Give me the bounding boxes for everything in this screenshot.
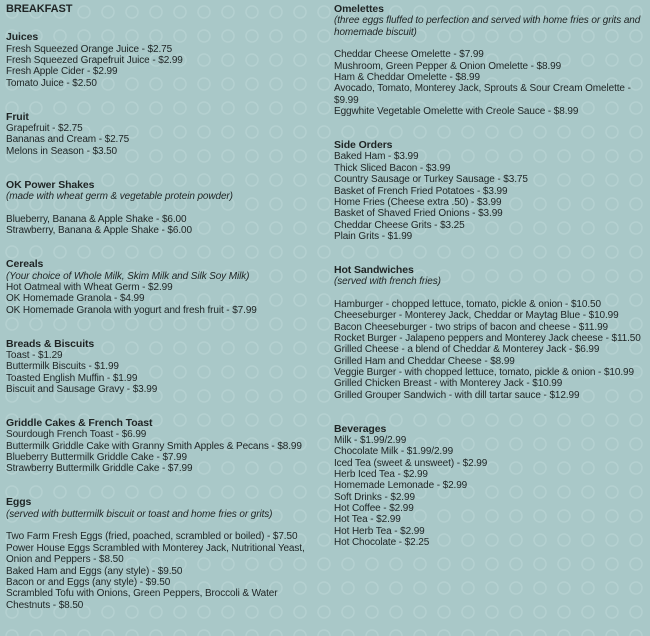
menu-item: Strawberry, Banana & Apple Shake - $6.00	[6, 225, 192, 237]
menu-item: Buttermilk Griddle Cake with Granny Smith Apples & Pecans - $8.99	[6, 440, 302, 452]
menu-item: Blueberry, Banana & Apple Shake - $6.00	[6, 213, 187, 225]
menu-section-side-orders	[334, 140, 646, 242]
menu-item: Two Farm Fresh Eggs (fried, poached, scrambled or boiled) - $7.50	[6, 531, 298, 543]
menu-item: Chocolate Milk - $1.99/2.99	[334, 446, 454, 458]
section-heading: OK Power Shakes	[6, 178, 95, 191]
menu-section-griddle-cakes-french-toast	[6, 418, 324, 475]
section-heading: Juices	[6, 31, 39, 44]
menu-item: Biscuit and Sausage Gravy - $3.99	[6, 384, 158, 395]
menu-item: Thick Sliced Bacon - $3.99	[334, 162, 451, 174]
menu-item: Grapefruit - $2.75	[6, 123, 83, 135]
section-heading: Beverages	[334, 422, 387, 435]
menu-column-left	[6, 4, 324, 634]
menu-section-beverages	[334, 424, 646, 549]
menu-item: Fresh Squeezed Grapefruit Juice - $2.99	[6, 55, 183, 67]
menu-item: Sourdough French Toast - $6.99	[6, 429, 147, 441]
menu-item: Home Fries (Cheese extra .50) - $3.99	[334, 196, 502, 208]
menu-item: Fresh Apple Cider - $2.99	[6, 66, 118, 78]
section-heading: Hot Sandwiches	[334, 263, 414, 276]
menu-item: OK Homemade Granola - $4.99	[6, 293, 145, 305]
section-note: (three eggs fluffed to perfection and served with home fries or grits and homemade biscuit)	[334, 15, 641, 38]
menu-item: Cheddar Cheese Omelette - $7.99	[334, 49, 484, 61]
menu-section-omelettes	[334, 4, 646, 117]
menu-item: Plain Grits - $1.99	[334, 230, 413, 242]
menu-item: Bananas and Cream - $2.75	[6, 134, 130, 146]
menu-item: Cheeseburger - Monterey Jack, Cheddar or Maytag Blue - $10.99	[334, 310, 619, 322]
section-heading: Cereals	[6, 258, 44, 271]
menu-item: Grilled Grouper Sandwich - with dill tartar sauce - $12.99	[334, 389, 580, 401]
menu-section-eggs	[6, 497, 324, 610]
menu-section-juices	[6, 32, 324, 89]
menu-item: Hot Chocolate - $2.25	[334, 537, 430, 549]
page-title: BREAKFAST	[6, 3, 73, 15]
menu-item: Melons in Season - $3.50	[6, 145, 118, 157]
menu-section-fruit	[6, 112, 324, 157]
menu-item: Baked Ham and Eggs (any style) - $9.50	[6, 565, 183, 577]
menu-item: Eggwhite Vegetable Omelette with Creole Sauce - $8.99	[334, 106, 579, 118]
menu-item: Bacon Cheeseburger - two strips of bacon and cheese - $11.99	[334, 321, 608, 333]
menu-item: Country Sausage or Turkey Sausage - $3.75	[334, 174, 528, 186]
section-heading: Eggs	[6, 496, 32, 509]
menu-item: Hot Coffee - $2.99	[334, 503, 414, 515]
menu-item: OK Homemade Granola with yogurt and fresh fruit - $7.99	[6, 304, 257, 316]
menu-section-breads-biscuits	[6, 339, 324, 396]
menu-item: Blueberry Buttermilk Griddle Cake - $7.99	[6, 452, 187, 464]
menu-item: Grilled Ham and Cheddar Cheese - $8.99	[334, 355, 515, 367]
section-heading: Fruit	[6, 110, 29, 123]
menu-item: Fresh Squeezed Orange Juice - $2.75	[6, 43, 173, 55]
menu-item: Herb Iced Tea - $2.99	[334, 469, 428, 481]
menu-item: Cheddar Cheese Grits - $3.25	[334, 219, 465, 231]
menu-item: Strawberry Buttermilk Griddle Cake - $7.99	[6, 463, 193, 475]
menu-item: Milk - $1.99/2.99	[334, 435, 407, 447]
section-heading: Omelettes	[334, 3, 384, 15]
menu-item: Avocado, Tomato, Monterey Jack, Sprouts & Sour Cream Omelette - $9.99	[334, 83, 631, 106]
menu-item: Hamburger - chopped lettuce, tomato, pickle & onion - $10.50	[334, 298, 601, 310]
menu-item: Hot Oatmeal with Wheat Germ - $2.99	[6, 281, 173, 293]
section-note: (Your choice of Whole Milk, Skim Milk and Silk Soy Milk)	[6, 270, 250, 282]
menu-item: Tomato Juice - $2.50	[6, 77, 97, 89]
menu-item: Mushroom, Green Pepper & Onion Omelette - $8.99	[334, 60, 562, 72]
menu-item: Iced Tea (sweet & unsweet) - $2.99	[334, 457, 488, 469]
menu-item: Buttermilk Biscuits - $1.99	[6, 361, 119, 373]
menu-item: Veggie Burger - with chopped lettuce, tomato, pickle & onion - $10.99	[334, 367, 634, 378]
section-note: (served with french fries)	[334, 276, 441, 288]
menu-section-cereals	[6, 259, 324, 316]
menu-item: Grilled Cheese - a blend of Cheddar & Monterey Jack - $6.99	[334, 344, 600, 356]
menu-item: Power House Eggs Scrambled with Monterey Jack, Nutritional Yeast, Onion and Peppers - $8.50	[6, 542, 305, 566]
menu-item: Hot Tea - $2.99	[334, 514, 401, 526]
section-heading: Griddle Cakes & French Toast	[6, 417, 153, 430]
section-heading: Breads & Biscuits	[6, 337, 95, 350]
menu-item: Hot Herb Tea - $2.99	[334, 525, 425, 537]
menu-item: Grilled Chicken Breast - with Monterey Jack - $10.99	[334, 378, 563, 390]
menu-section-hot-sandwiches	[334, 265, 646, 401]
menu-column-right	[334, 4, 646, 571]
section-heading: Side Orders	[334, 139, 393, 152]
menu-item: Homemade Lemonade - $2.99	[334, 480, 468, 492]
menu-item: Toasted English Muffin - $1.99	[6, 372, 138, 384]
section-note: (made with wheat germ & vegetable protein powder)	[6, 191, 233, 203]
section-note: (served with buttermilk biscuit or toast and home fries or grits)	[6, 508, 273, 520]
menu-section-ok-power-shakes	[6, 180, 324, 237]
menu-item: Soft Drinks - $2.99	[334, 491, 415, 503]
menu-item: Baked Ham - $3.99	[334, 151, 419, 163]
menu-item: Bacon or and Eggs (any style) - $9.50	[6, 576, 171, 588]
menu-item: Scrambled Tofu with Onions, Green Peppers, Broccoli & Water Chestnuts - $8.50	[6, 588, 278, 611]
menu-item: Rocket Burger - Jalapeno peppers and Monterey Jack cheese - $11.50	[334, 332, 641, 344]
menu-item: Ham & Cheddar Omelette - $8.99	[334, 72, 480, 84]
menu-item: Toast - $1.29	[6, 349, 63, 361]
menu-item: Basket of Shaved Fried Onions - $3.99	[334, 208, 503, 220]
menu-item: Basket of French Fried Potatoes - $3.99	[334, 185, 508, 197]
